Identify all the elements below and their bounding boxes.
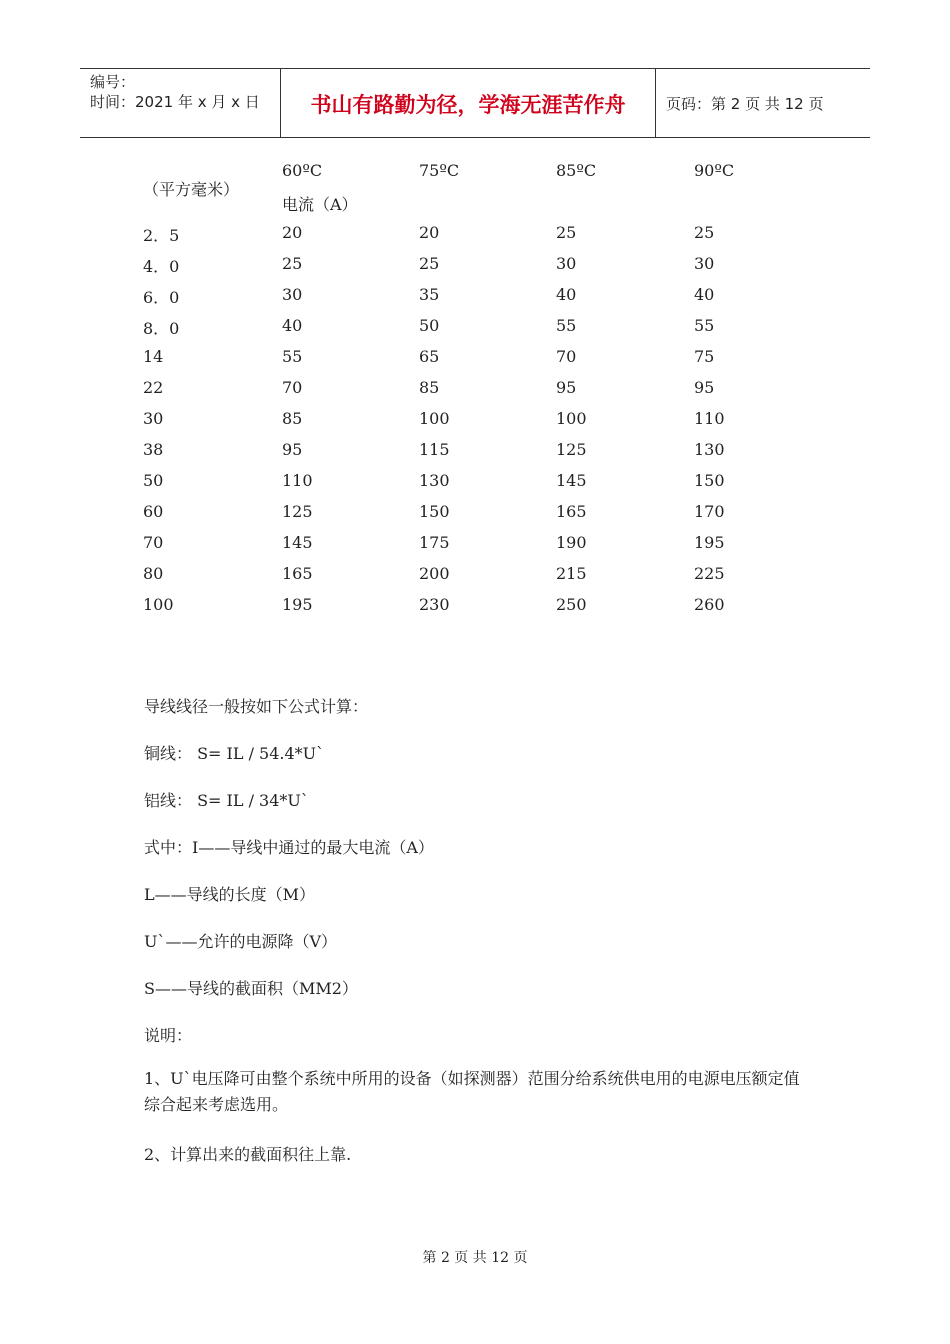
table-cell: 110 xyxy=(694,409,725,428)
date-label: 时间：2021 年 x 月 x 日 xyxy=(90,93,260,111)
table-cell: 35 xyxy=(419,285,440,304)
table-cell: 165 xyxy=(282,564,313,583)
page-info: 页码：第 2 页 共 12 页 xyxy=(666,95,824,113)
table-cell: 14 xyxy=(143,347,164,366)
table-cell: 95 xyxy=(282,440,303,459)
definition-i: 式中：I——导线中通过的最大电流（A） xyxy=(144,838,434,857)
table-cell: 40 xyxy=(282,316,303,335)
table-cell: 200 xyxy=(419,564,450,583)
table-cell: 8．0 xyxy=(143,319,180,338)
page-header xyxy=(80,68,870,138)
table-cell: 130 xyxy=(694,440,725,459)
table-cell: 25 xyxy=(694,223,715,242)
header-motto-cell xyxy=(280,69,656,137)
table-cell: 30 xyxy=(556,254,577,273)
table-cell: 75 xyxy=(694,347,715,366)
table-cell: 225 xyxy=(694,564,725,583)
table-cell: 30 xyxy=(143,409,164,428)
table-cell: 25 xyxy=(419,254,440,273)
table-cell: 145 xyxy=(282,533,313,552)
table-header-current: 电流（A） xyxy=(282,195,358,214)
table-cell: 70 xyxy=(282,378,303,397)
table-cell: 145 xyxy=(556,471,587,490)
table-cell: 190 xyxy=(556,533,587,552)
definition-u: U`——允许的电源降（V） xyxy=(144,932,338,951)
table-cell: 85 xyxy=(282,409,303,428)
table-header-90c: 90ºC xyxy=(694,161,735,180)
table-header-60c: 60ºC xyxy=(282,161,323,180)
table-cell: 4．0 xyxy=(143,257,180,276)
table-cell: 25 xyxy=(556,223,577,242)
table-cell: 50 xyxy=(419,316,440,335)
table-cell: 150 xyxy=(694,471,725,490)
table-cell: 85 xyxy=(419,378,440,397)
table-cell: 70 xyxy=(143,533,164,552)
table-cell: 195 xyxy=(282,595,313,614)
table-cell: 2．5 xyxy=(143,226,180,245)
table-cell: 150 xyxy=(419,502,450,521)
definition-l: L——导线的长度（M） xyxy=(144,885,316,904)
motto: 书山有路勤为径，学海无涯苦作舟 xyxy=(310,93,626,117)
table-cell: 100 xyxy=(419,409,450,428)
table-cell: 25 xyxy=(282,254,303,273)
table-cell: 175 xyxy=(419,533,450,552)
table-cell: 38 xyxy=(143,440,164,459)
table-cell: 250 xyxy=(556,595,587,614)
table-cell: 125 xyxy=(282,502,313,521)
table-cell: 55 xyxy=(556,316,577,335)
note-2: 2、计算出来的截面积往上靠. xyxy=(144,1145,352,1164)
note-title: 说明： xyxy=(144,1026,193,1045)
formula-intro: 导线线径一般按如下公式计算： xyxy=(144,697,369,716)
table-cell: 50 xyxy=(143,471,164,490)
table-cell: 130 xyxy=(419,471,450,490)
table-cell: 110 xyxy=(282,471,313,490)
table-cell: 95 xyxy=(694,378,715,397)
table-cell: 80 xyxy=(143,564,164,583)
table-header-area: （平方毫米） xyxy=(143,180,240,199)
header-meta xyxy=(80,69,280,137)
table-cell: 125 xyxy=(556,440,587,459)
formula-copper: 铜线： S= IL / 54.4*U` xyxy=(144,744,325,763)
header-page-cell xyxy=(656,69,870,137)
formula-aluminum: 铝线： S= IL / 34*U` xyxy=(144,791,309,810)
table-header-85c: 85ºC xyxy=(556,161,597,180)
table-header-75c: 75ºC xyxy=(419,161,460,180)
table-cell: 22 xyxy=(143,378,164,397)
note-1: 1、U`电压降可由整个系统中所用的设备（如探测器）范围分给系统供电用的电源电压额定值综合起来考虑选用。 xyxy=(144,1069,800,1114)
table-cell: 40 xyxy=(556,285,577,304)
table-cell: 20 xyxy=(419,223,440,242)
table-cell: 115 xyxy=(419,440,450,459)
table-cell: 40 xyxy=(694,285,715,304)
table-cell: 100 xyxy=(556,409,587,428)
table-cell: 215 xyxy=(556,564,587,583)
table-cell: 65 xyxy=(419,347,440,366)
table-cell: 55 xyxy=(694,316,715,335)
table-cell: 95 xyxy=(556,378,577,397)
table-cell: 260 xyxy=(694,595,725,614)
page-footer: 第 2 页 共 12 页 xyxy=(422,1250,528,1266)
table-cell: 60 xyxy=(143,502,164,521)
table-cell: 6．0 xyxy=(143,288,180,307)
table-cell: 230 xyxy=(419,595,450,614)
table-cell: 165 xyxy=(556,502,587,521)
table-cell: 20 xyxy=(282,223,303,242)
table-cell: 30 xyxy=(282,285,303,304)
serial-label: 编号： xyxy=(90,73,136,91)
table-cell: 170 xyxy=(694,502,725,521)
table-cell: 30 xyxy=(694,254,715,273)
table-cell: 195 xyxy=(694,533,725,552)
table-cell: 55 xyxy=(282,347,303,366)
table-cell: 70 xyxy=(556,347,577,366)
table-cell: 100 xyxy=(143,595,174,614)
definition-s: S——导线的截面积（MM2） xyxy=(144,979,358,998)
